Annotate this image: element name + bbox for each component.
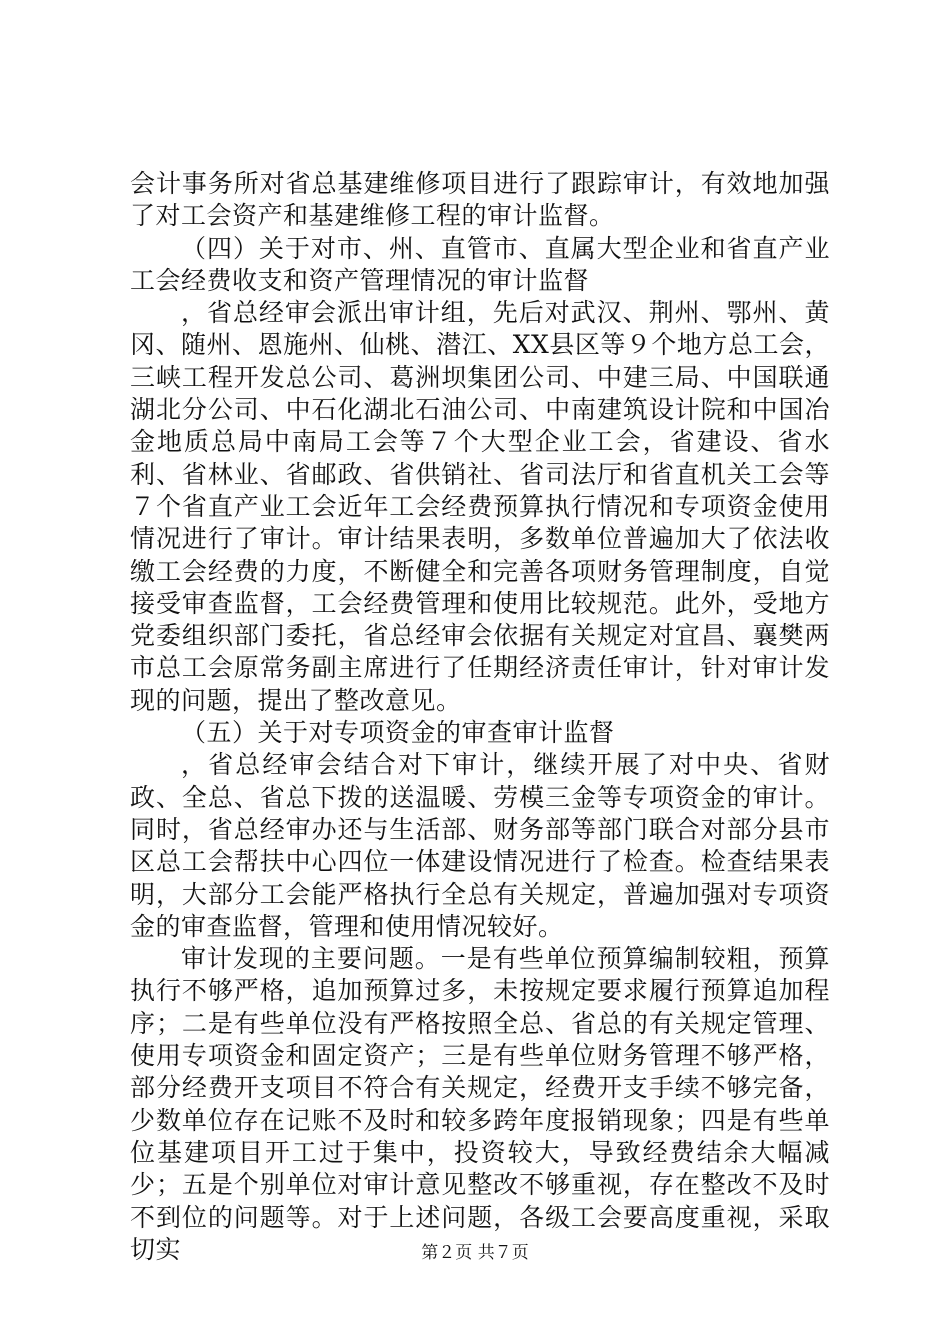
paragraph-section-5-body: ，省总经审会结合对下审计，继续开展了对中央、省财政、全总、省总下拨的送温暖、劳模三金等专项资金的审计。同时，省总经审办还与生活部、财务部等部门联合对部分县市区总工会帮扶中心四位一体建设情况进行了检查。检查结果表明，大部分工会能严格执行全总有关规定，普遍加强对专项资金的审查监督，管理和使用情况较好。 — [130, 750, 830, 941]
document-body — [130, 168, 830, 1266]
page-number-footer: 第２页 共７页 — [421, 1243, 529, 1263]
paragraph-audit-problems: 审计发现的主要问题。一是有些单位预算编制较粗，预算执行不够严格，追加预算过多，未按规定要求履行预算追加程序；二是有些单位没有严格按照全总、省总的有关规定管理、使用专项资金和固定资产；三是有些单位财务管理不够严格，部分经费开支项目不符合有关规定，经费开支手续不够完备，少数单位存在记账不及时和较多跨年度报销现象；四是有些单位基建项目开工过于集中，投资较大，导致经费结余大幅减少；五是个别单位对审计意见整改不够重视，存在整改不及时不到位的问题等。对于上述问题，各级工会要高度重视，采取切实 — [130, 944, 830, 1264]
paragraph-section-4-body: ，省总经审会派出审计组，先后对武汉、荆州、鄂州、黄冈、随州、恩施州、仙桃、潜江、XX县区等９个地方总工会，三峡工程开发总公司、葛洲坝集团公司、中建三局、中国联通湖北分公司、中石化湖北石油公司、中南建筑设计院和中国冶金地质总局中南局工会等７个大型企业工会，省建设、省水利、省林业、省邮政、省供销社、省司法厅和省直机关工会等７个省直产业工会近年工会经费预算执行情况和专项资金使用情况进行了审计。审计结果表明，多数单位普遍加大了依法收缴工会经费的力度，不断健全和完善各项财务管理制度，自觉接受审查监督，工会经费管理和使用比较规范。此外，受地方党委组织部门委托，省总经审会依据有关规定对宜昌、襄樊两市总工会原常务副主席进行了任期经济责任审计，针对审计发现的问题，提出了整改意见。 — [130, 298, 830, 715]
section-heading-5: （五）关于对专项资金的审查审计监督 — [181, 718, 615, 748]
section-heading-4: （四）关于对市、州、直管市、直属大型企业和省直产业工会经费收支和资产管理情况的审计监督 — [130, 233, 830, 295]
paragraph-continuation: 会计事务所对省总基建维修项目进行了跟踪审计，有效地加强了对工会资产和基建维修工程的审计监督。 — [130, 169, 830, 231]
